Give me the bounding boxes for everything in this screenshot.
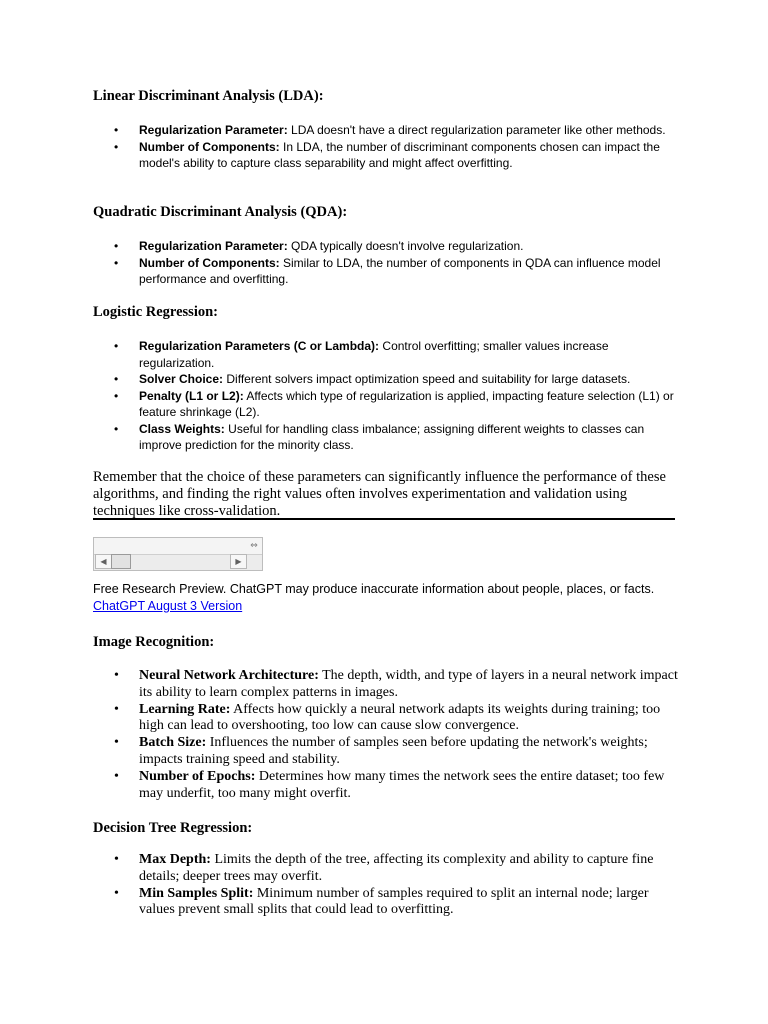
item-term: Solver Choice: xyxy=(139,372,224,386)
closing-paragraph: Remember that the choice of these parameters can significantly influence the performance of these algorithms, and finding the right values often involves experimentation and validation using techniques like cross-validation. xyxy=(93,469,666,519)
item-text: The depth, width, and type of layers in a neural network impact its ability to learn complex patterns in images. xyxy=(139,668,678,700)
horizontal-divider xyxy=(93,518,675,520)
item-text: Minimum number of samples required to split an internal node; larger values prevent small splits that could lead to overfitting. xyxy=(139,885,649,918)
logistic-regression-list xyxy=(93,338,683,454)
scroll-right-icon[interactable]: ▶ xyxy=(230,554,247,569)
section-title-image-recognition: Image Recognition: xyxy=(93,634,215,650)
list-item xyxy=(93,238,683,255)
item-text: Affects which type of regularization is applied, impacting feature selection (L1) or feature shrinkage (L2). xyxy=(139,388,674,419)
list-item xyxy=(93,702,683,736)
item-term: Regularization Parameter: xyxy=(139,123,288,137)
item-text: Determines how many times the network sees the entire dataset; too few may underfit, too many might overfit. xyxy=(139,768,665,801)
scroll-left-icon[interactable]: ◀ xyxy=(95,554,112,569)
list-item xyxy=(93,668,683,702)
item-term: Regularization Parameter: xyxy=(139,239,288,253)
item-term: Number of Components: xyxy=(139,139,280,154)
embedded-scroll-box[interactable] xyxy=(93,537,263,571)
list-item xyxy=(93,735,683,769)
resize-handle-icon[interactable]: ⇔ xyxy=(250,541,258,551)
item-term: Regularization Parameters (C or Lambda): xyxy=(139,339,380,353)
version-link-line xyxy=(93,599,242,613)
item-text: QDA typically doesn't involve regularization. xyxy=(287,239,524,253)
list-item xyxy=(93,255,683,288)
item-text: Influences the number of samples seen before updating the network's weights; impacts training speed and stability. xyxy=(139,735,648,767)
disclaimer-text: Free Research Preview. ChatGPT may produce inaccurate information about people, places, or facts. xyxy=(93,582,655,596)
scrollbar-thumb[interactable] xyxy=(111,554,131,569)
decision-tree-list xyxy=(93,852,683,919)
image-recognition-list xyxy=(93,668,683,802)
item-text: Different solvers impact optimization speed and suitability for large datasets. xyxy=(223,372,631,386)
section-title-lda: Linear Discriminant Analysis (LDA): xyxy=(93,88,324,104)
item-text: Useful for handling class imbalance; assigning different weights to classes can improve prediction for the minority class. xyxy=(139,421,645,452)
item-term: Learning Rate: xyxy=(139,701,231,717)
list-item xyxy=(93,886,683,920)
item-term: Batch Size: xyxy=(139,735,207,751)
item-term: Max Depth: xyxy=(139,852,211,867)
list-item xyxy=(93,338,683,371)
item-text: In LDA, the number of discriminant components chosen can impact the model's ability to capture class separability and might affect overfitting. xyxy=(139,139,660,170)
horizontal-scrollbar[interactable] xyxy=(94,554,262,570)
item-text: Control overfitting; smaller values increase regularization. xyxy=(139,339,609,370)
item-text: Similar to LDA, the number of components in QDA can influence model performance and overfitting. xyxy=(139,255,661,286)
item-term: Penalty (L1 or L2): xyxy=(139,388,244,403)
item-text: Affects how quickly a neural network adapts its weights during training; too high can lead to overshooting, too low can cause slow convergence. xyxy=(139,701,661,734)
list-item xyxy=(93,769,683,803)
qda-list xyxy=(93,238,683,288)
item-term: Number of Epochs: xyxy=(139,768,256,784)
list-item xyxy=(93,139,683,172)
list-item xyxy=(93,421,683,454)
item-term: Class Weights: xyxy=(139,421,225,436)
section-title-logistic-regression: Logistic Regression: xyxy=(93,304,218,320)
chatgpt-version-link[interactable]: ChatGPT August 3 Version xyxy=(93,599,243,613)
list-item xyxy=(93,852,683,886)
item-term: Neural Network Architecture: xyxy=(139,668,319,683)
list-item xyxy=(93,122,683,139)
list-item xyxy=(93,371,683,388)
section-title-qda: Quadratic Discriminant Analysis (QDA): xyxy=(93,204,348,220)
item-term: Min Samples Split: xyxy=(139,885,254,901)
lda-list xyxy=(93,122,683,172)
item-term: Number of Components: xyxy=(139,255,280,270)
list-item xyxy=(93,388,683,421)
item-text: LDA doesn't have a direct regularization parameter like other methods. xyxy=(287,123,666,137)
item-text: Limits the depth of the tree, affecting its complexity and ability to capture fine details; deeper trees may overfit. xyxy=(139,852,654,884)
section-title-decision-tree: Decision Tree Regression: xyxy=(93,820,253,836)
